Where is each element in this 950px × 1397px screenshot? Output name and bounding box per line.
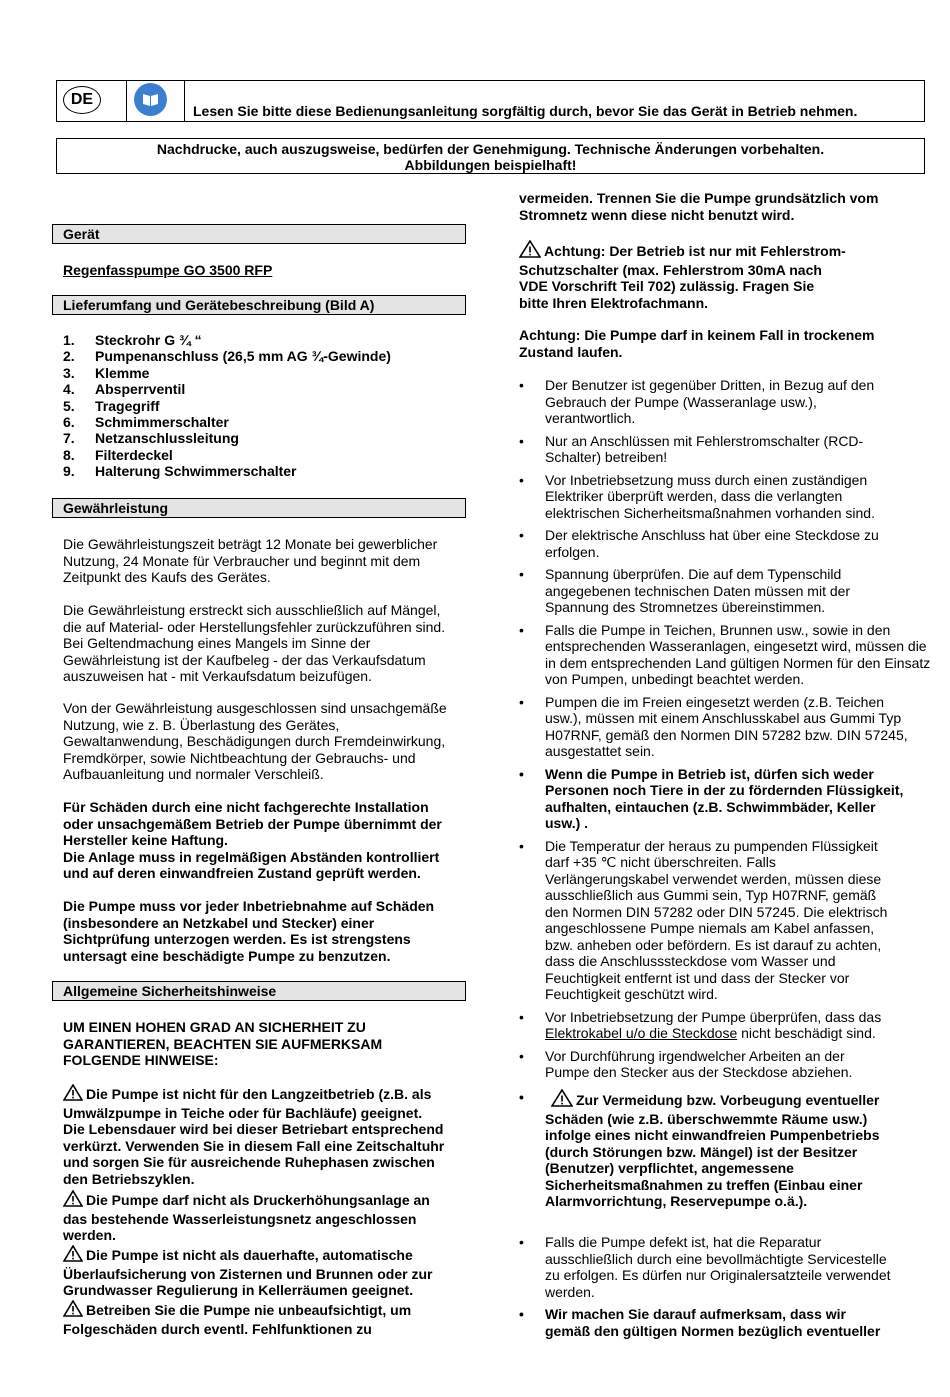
safety-warning-1: Die Pumpe ist nicht für den Langzeitbetrieb (z.B. als Umwälzpumpe in Teiche oder für Bachläufe) geeignet. Die Lebensdauer wird bei dieser Betriebart entsprechend verkürzt. Verwenden Sie in diesem Fall eine Zeitschaltuhr und sorgen Sie für ausreichende Ruhephasen zwischen den Betriebszyklen. [63, 1086, 445, 1187]
safety-intro: UM EINEN HOHEN GRAD AN SICHERHEIT ZU GARANTIEREN, BEACHTEN SIE AUFMERKSAM FOLGENDE HINWEISE: [63, 1019, 383, 1068]
warranty-paragraph-1: Die Gewährleistungszeit beträgt 12 Monate bei gewerblicher Nutzung, 24 Monate für Verbraucher und beginnt mit dem Zeitpunkt des Kaufs des Gerätes. [63, 536, 438, 585]
list-item: • Falls die Pumpe defekt ist, hat die Reparatur ausschließlich durch eine bevollmächtigte Servicestelle zu erfolgen. Es dürfen nur Originalersatzteile verwendet werden. [519, 1234, 891, 1300]
list-item: 2. Pumpenanschluss (26,5 mm AG ¾-Gewinde) [63, 348, 391, 365]
list-item: • Wir machen Sie darauf aufmerksam, dass wir gemäß den gültigen Normen bezüglich eventueller [519, 1306, 881, 1339]
section-heading-lieferumfang: Lieferumfang und Gerätebeschreibung (Bild A) [52, 295, 466, 315]
list-item: • Pumpen die im Freien eingesetzt werden (z.B. Teichen usw.), müssen mit einem Anschlusskabel aus Gummi Typ H07RNF, gemäß den Normen DIN 57282 bzw. DIN 57245, ausgestattet sein. [519, 693, 908, 759]
list-item: • Die Temperatur der heraus zu pumpenden Flüssigkeit darf +35 ℃ nicht überschreiten. Falls Verlängerungskabel verwendet werden, müssen diese ausschließlich aus Gummi sein, Typ H07RNF, gemäß den Normen DIN 57282 oder DIN 57245. Die elektrisch angeschlossene Pumpe niemals am Kabel anfassen, bzw. anheben oder befördern. Es ist darauf zu achten, dass die Anschlusssteckdose vom Wasser und Feuchtigkeit entfernt ist und dass der Stecker vor Feuchtigkeit geschützt wird. [519, 837, 888, 1002]
lang-cell [57, 81, 127, 121]
list-item: 5. Tragegriff [63, 397, 160, 414]
safety-bullet-repair [519, 1234, 891, 1339]
safety-bullet-precaution [519, 1089, 880, 1210]
list-item: • Zur Vermeidung bzw. Vorbeugung eventueller Schäden (wie z.B. überschwemmte Räume usw.) infolge eines nicht einwandfreien Pumpenbetriebs (durch Störungen bzw. Mängel) ist der Besitzer (Benutzer) verpflichtet, angemessene Sicherheitsmaßnahmen zu treffen (Einbau einer Alarmvorrichtung, Reservepumpe o.ä.). [519, 1089, 880, 1209]
warning-triangle-icon [551, 1089, 573, 1111]
device-name: Regenfasspumpe GO 3500 RFP [63, 262, 273, 278]
section-heading-sicherheit: Allgemeine Sicherheitshinweise [52, 981, 466, 1001]
list-item: 3. Klemme [63, 364, 150, 381]
list-item: • Vor Inbetriebsetzung muss durch einen zuständigen Elektriker überprüft werden, dass die verlangten elektrischen Sicherheitsmaßnahmen vorhanden sind. [519, 471, 875, 521]
list-item: • Vor Durchführung irgendwelcher Arbeiten an der Pumpe den Stecker aus der Steckdose abziehen. [519, 1047, 853, 1080]
notice-line-1: Nachdrucke, auch auszugsweise, bedürfen der Genehmigung. Technische Änderungen vorbehalten. [156, 141, 825, 157]
list-item: • Der elektrische Anschluss hat über eine Steckdose zu erfolgen. [519, 527, 879, 560]
warranty-paragraph-5: Die Pumpe muss vor jeder Inbetriebnahme auf Schäden (insbesondere an Netzkabel und Stecker) einer Sichtprüfung unterzogen werden. Es ist strengstens untersagt eine beschädigte Pumpe zu benzutzen. [63, 898, 435, 964]
list-item: 1. Steckrohr G ¾ “ [63, 332, 202, 348]
list-item: • Vor Inbetriebsetzung der Pumpe überprüfen, dass das Elektrokabel u/o die Steckdose nicht beschädigt sind. [519, 1008, 882, 1041]
list-item: 4. Absperrventil [63, 381, 186, 398]
warning-triangle-icon [63, 1245, 83, 1266]
warning-triangle-icon [63, 1190, 83, 1211]
continuation-text: vermeiden. Trennen Sie die Pumpe grundsätzlich vom Stromnetz wenn diese nicht benutzt wird. [519, 190, 879, 223]
list-item: • Spannung überprüfen. Die auf dem Typenschild angegebenen technischen Daten müssen mit der Spannung des Stromnetzes übereinstimmen. [519, 566, 851, 615]
read-manual-text: Lesen Sie bitte diese Bedienungsanleitung sorgfältig durch, bevor Sie das Gerät in Betrieb nehmen. [193, 103, 858, 119]
warranty-paragraph-4: Für Schäden durch eine nicht fachgerechte Installation oder unsachgemäßem Betrieb der Pumpe übernimmt der Hersteller keine Haftung. Die Anlage muss in regelmäßigen Abständen kontrolliert und auf deren einwandfreien Zustand geprüft werden. [63, 799, 442, 881]
list-item: • Wenn die Pumpe in Betrieb ist, dürfen sich weder Personen noch Tiere in der zu fördernden Flüssigkeit, aufhalten, eintauchen (z.B. Schwimmbäder, Keller usw.) . [519, 765, 904, 831]
warning-triangle-icon [519, 240, 541, 262]
list-item: 6. Schmimmerschalter [63, 413, 229, 430]
list-item: • Nur an Anschlüssen mit Fehlerstromschalter (RCD- Schalter) betreiben! [519, 432, 864, 465]
warning-triangle-icon [63, 1300, 83, 1321]
achtung-rcd: Achtung: Der Betrieb ist nur mit Fehlerstrom- Schutzschalter (max. Fehlerstrom 30mA nach VDE Vorschrift Teil 702) zulässig. Fragen Sie bitte Ihren Elektrofachmann. [519, 240, 846, 311]
notice-line-2: Abbildungen beispielhaft! [404, 157, 577, 173]
warranty-paragraph-2: Die Gewährleistung erstreckt sich ausschließlich auf Mängel, die auf Material- oder Herstellungsfehler zurückzuführen sind. Bei Geltendmachung eines Mangels im Sinne der Gewährleistung ist der Kaufbeleg - der das Verkaufsdatum auszuweisen hat - mit Verkaufsdatum beizufügen. [63, 602, 446, 684]
list-item: 7. Netzanschlussleitung [63, 430, 239, 447]
safety-warning-2: Die Pumpe darf nicht als Druckerhöhungsanlage an das bestehende Wasserleistungsnetz angeschlossen werden. [63, 1192, 430, 1243]
list-item: • Der Benutzer ist gegenüber Dritten, in Bezug auf den Gebrauch der Pumpe (Wasseranlage usw.), verantwortlich. [519, 377, 875, 426]
lang-badge: DE [63, 86, 101, 114]
warning-triangle-icon [63, 1084, 83, 1105]
list-item: • Falls die Pumpe in Teichen, Brunnen usw., sowie in den entsprechenden Wasseranlagen, eingesetzt wird, müssen die in dem entsprechenden Land gültigen Normen für den Einsatz von Pumpen, unbedingt beachtet werden. [519, 621, 931, 687]
reprint-notice [56, 138, 925, 174]
section-heading-gewaehrleistung: Gewährleistung [52, 498, 466, 518]
safety-warning-4: Betreiben Sie die Pumpe nie unbeaufsichtigt, um Folgeschäden durch eventl. Fehlfunktionen zu [63, 1302, 412, 1337]
book-icon [134, 83, 167, 116]
section-heading-geraet: Gerät [52, 224, 466, 244]
icon-cell [126, 81, 185, 121]
safety-warning-3: Die Pumpe ist nicht als dauerhafte, automatische Überlaufsicherung von Zisternen und Brunnen oder zur Grundwasser Regulierung in Kellerräumen geeignet. [63, 1247, 433, 1298]
safety-bullet-list [519, 377, 930, 1081]
warranty-paragraph-3: Von der Gewährleistung ausgeschlossen sind unsachgemäße Nutzung, wie z. B. Überlastung des Gerätes, Gewaltanwendung, Beschädigungen durch Fremdeinwirkung, Fremdkörper, sowie Nichtbeachtung der Gebrauchs- und Aufbauanleitung und normaler Verschleiß. [63, 700, 447, 782]
achtung-dry-run: Achtung: Die Pumpe darf in keinem Fall in trockenem Zustand laufen. [519, 327, 875, 360]
list-item: 8. Filterdeckel [63, 446, 173, 463]
header-box [56, 80, 925, 122]
parts-list [63, 332, 391, 480]
list-item: 9. Halterung Schwimmerschalter [63, 463, 297, 480]
